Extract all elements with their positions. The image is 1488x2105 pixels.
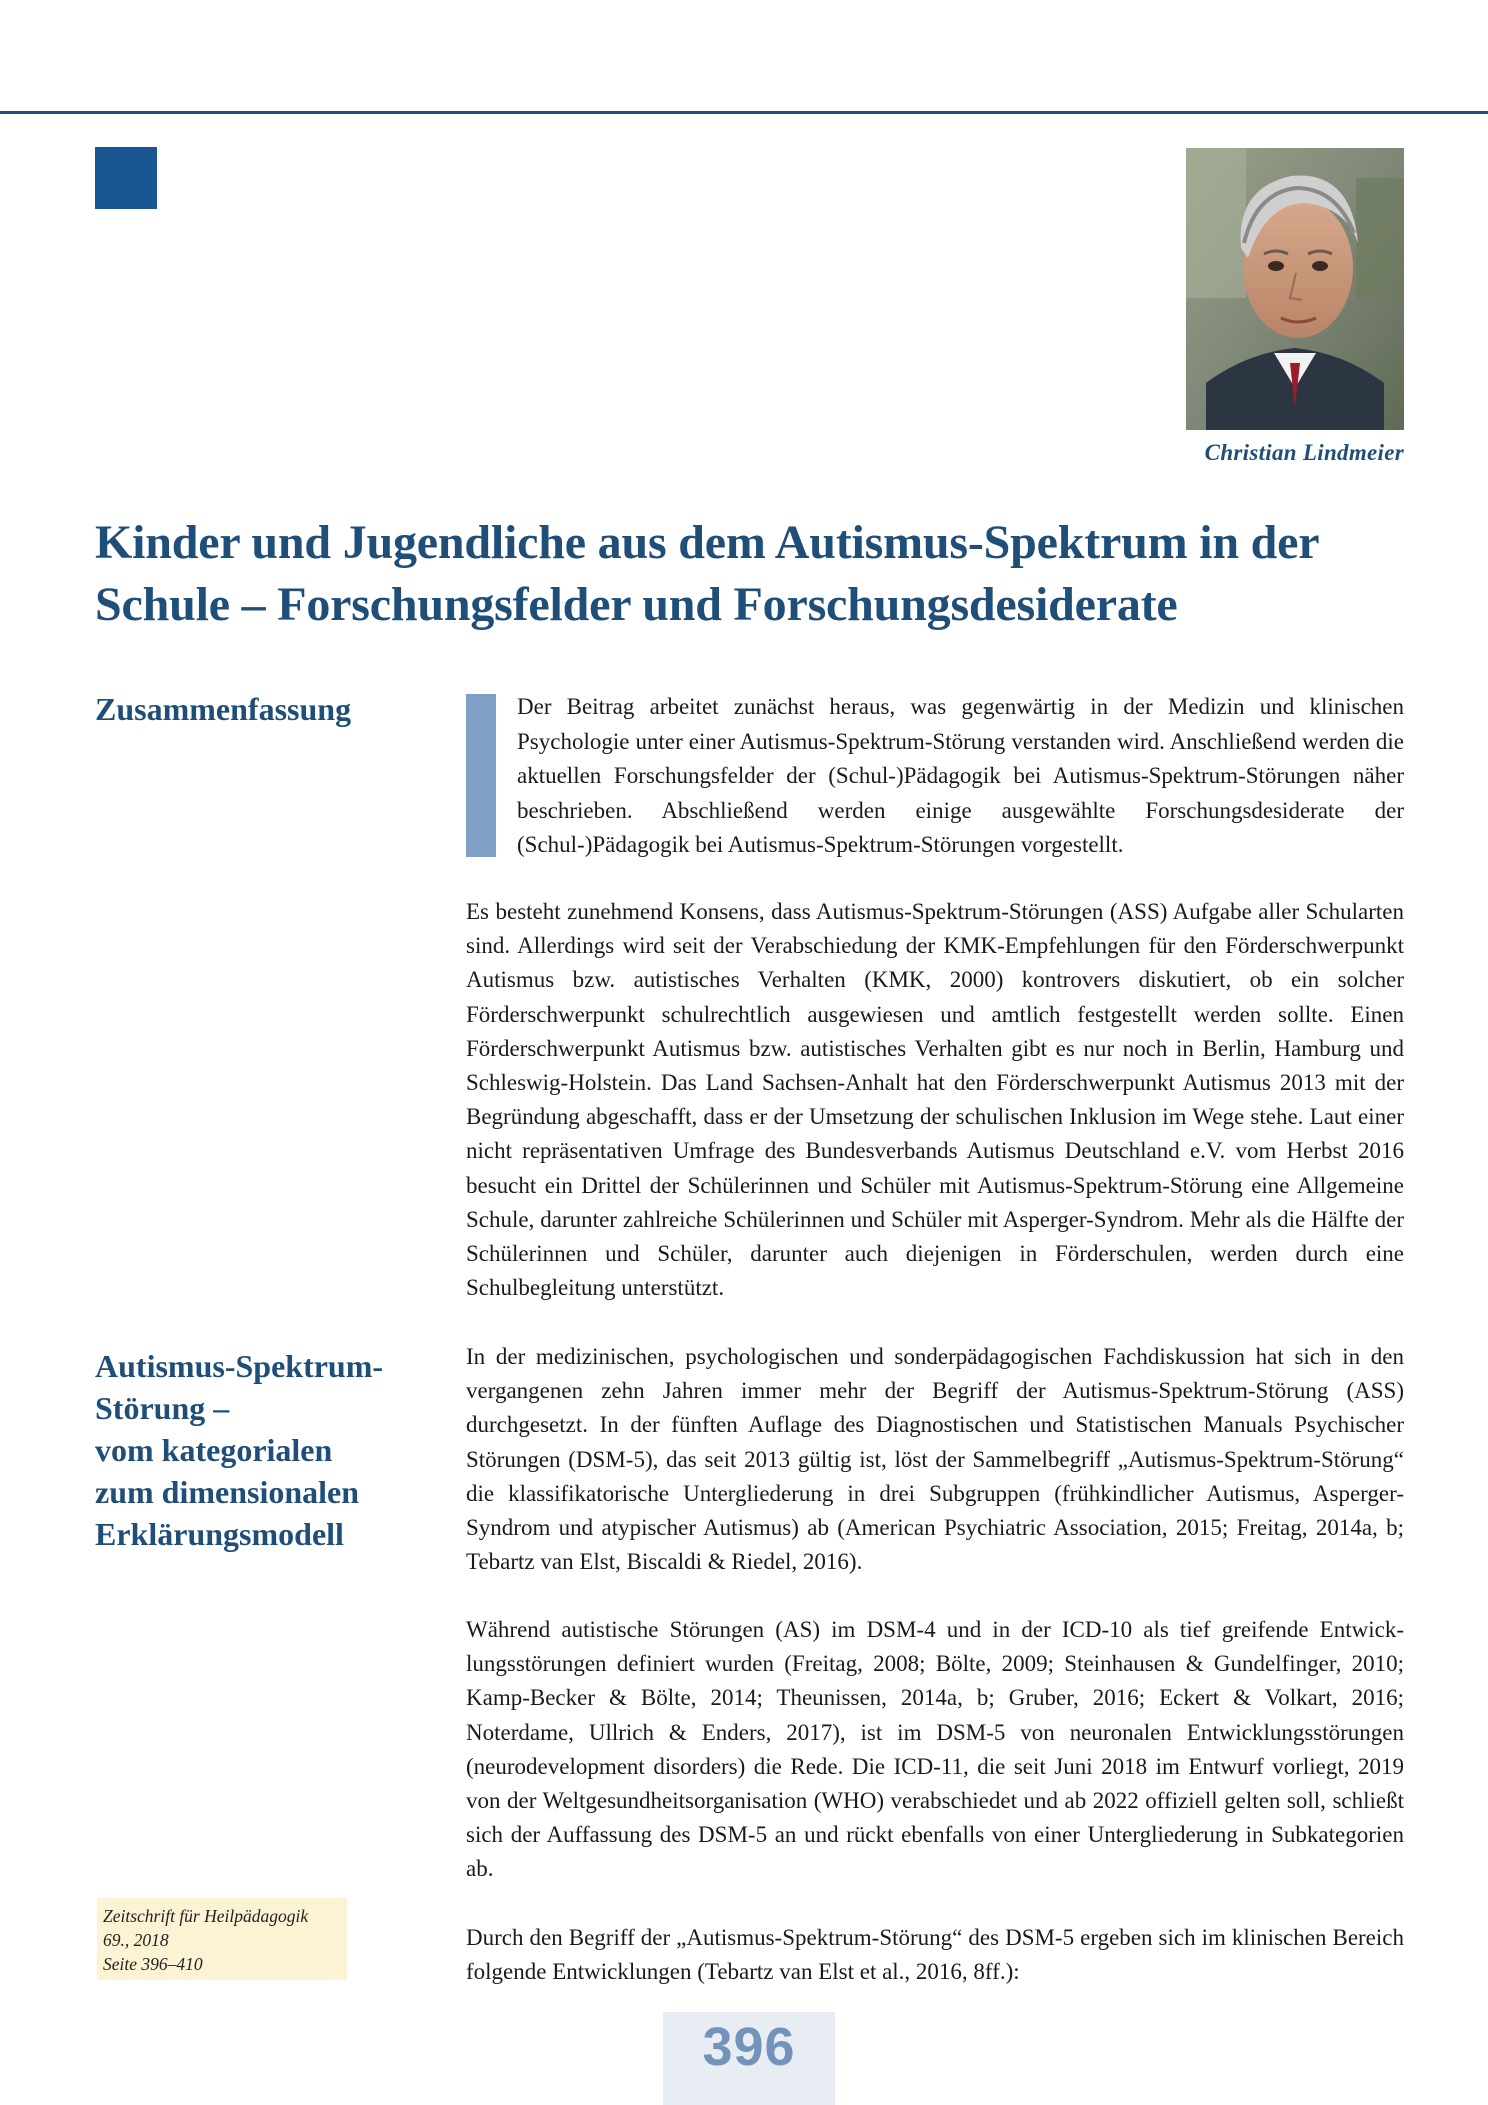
citation-volume: 69., 2018 bbox=[103, 1930, 169, 1950]
journal-square-mark bbox=[95, 147, 157, 209]
author-photo-icon bbox=[1186, 148, 1404, 430]
journal-citation bbox=[97, 1898, 347, 1980]
body-paragraph: Während autistische Störungen (AS) im DSM-4 und in der ICD-10 als tief greifende Entwicklungsstörungen definiert wurden (Freitag, 2008; Bölte, 2009; Steinhausen & Gundelfinger, 2010; Kamp-Becker & Bölte, 2014; Theunissen, 2014a, b; Gruber, 2016; Eckert & Volkart, 2016; Noterdame, Ullrich & Enders, 2017), ist im DSM-5 von neuronalen Entwicklungsstörungen (neurodevelopment disorders) die Rede. Die ICD-11, die seit Juni 2018 im Entwurf vorliegt, 2019 von der Weltgesundheitsorganisation (WHO) verabschiedet und ab 2022 offiziell gelten soll, schließt sich der Auffassung des DSM-5 an und rückt ebenfalls von einer Untergliederung in Subkategorien ab. bbox=[466, 1617, 1404, 1882]
section-heading: Autismus-Spektrum- Störung – vom kategorialen zum dimensionalen Erklärungsmodell bbox=[95, 1348, 384, 1552]
article-title: Kinder und Jugendliche aus dem Autismus-Spektrum in der Schule – Forschungsfelder und Forschungsdesiderate bbox=[95, 516, 1319, 631]
author-name: Christian Lindmeier bbox=[1204, 440, 1404, 465]
citation-journal: Zeitschrift für Heilpädagogik bbox=[103, 1906, 309, 1926]
body-paragraph: Durch den Begriff der „Autismus-Spektrum-Störung“ des DSM-5 ergeben sich im klinischen Bereich folgende Entwicklungen (Tebartz van Elst et al., 2016, 8ff.): bbox=[466, 1925, 1404, 1985]
abstract-accent-bar bbox=[466, 694, 496, 857]
body-paragraph: In der medizinischen, psychologischen und sonderpädagogischen Fachdiskussion hat sich in den vergangenen zehn Jahren immer mehr der Begriff der Autismus-Spektrum-Störung (ASS) durchgesetzt. In der fünften Auflage des Diagnostischen und Statistischen Manuals Psychischer Störungen (DSM-5), das seit 2013 gültig ist, löst der Sammelbegriff „Autismus-Spektrum-Störung“ die klassifikatorische Untergliederung in drei Subgruppen (frühkindlicher Autismus, Asperger-Syndrom und atypischer Autismus) ab (American Psychiatric Association, 2015; Freitag, 2014a, b; Tebartz van Elst, Biscaldi & Riedel, 2016). bbox=[466, 1344, 1404, 1575]
abstract-text: Der Beitrag arbeitet zunächst heraus, was gegenwärtig in der Medizin und klinischen Psychologie unter einer Autismus-Spektrum-Störung verstanden wird. Anschließend werden die aktuellen Forschungsfelder der (Schul-)Pädagogik bei Autismus-Spektrum-Störungen näher beschrieben. Abschließend werden einige ausgewählte Forschungsdesiderate der (Schul-)Pädagogik bei Autismus-Spektrum-Störungen vorgestellt. bbox=[517, 694, 1404, 857]
top-rule bbox=[0, 111, 1488, 114]
page-number-box bbox=[663, 2012, 835, 2105]
author-photo bbox=[1186, 148, 1404, 430]
page-number: 396 bbox=[702, 2017, 796, 2077]
citation-pages: Seite 396–410 bbox=[103, 1954, 203, 1974]
body-paragraph: Es besteht zunehmend Konsens, dass Autismus-Spektrum-Störungen (ASS) Aufgabe aller Schularten sind. Allerdings wird seit der Verabschiedung der KMK-Empfehlungen für den Förderschwerpunkt Autismus bzw. autistisches Verhalten (KMK, 2000) kontrovers diskutiert, ob ein solcher Förderschwerpunkt schulrechtlich ausgewiesen und amtlich festgestellt werden sollte. Einen Förderschwerpunkt Autismus bzw. autistisches Verhalten gibt es nur noch in Berlin, Hamburg und Schleswig-Holstein. Das Land Sachsen-Anhalt hat den Förderschwerpunkt Autismus 2013 mit der Begründung abgeschafft, dass er der Umsetzung der schulischen Inklusion im Wege stehe. Laut einer nicht repräsentativen Umfrage des Bundesverbands Autismus Deutschland e.V. vom Herbst 2016 besucht ein Drittel der Schülerinnen und Schüler mit Autismus-Spektrum-Störung eine Allgemeine Schule, darunter zahlreiche Schülerinnen und Schüler mit Asperger-Syndrom. Mehr als die Hälfte der Schülerinnen und Schüler, darunter auch diejenigen in Förderschulen, werden durch eine Schulbegleitung unterstützt. bbox=[466, 899, 1404, 1301]
summary-heading: Zusammenfassung bbox=[95, 691, 352, 727]
